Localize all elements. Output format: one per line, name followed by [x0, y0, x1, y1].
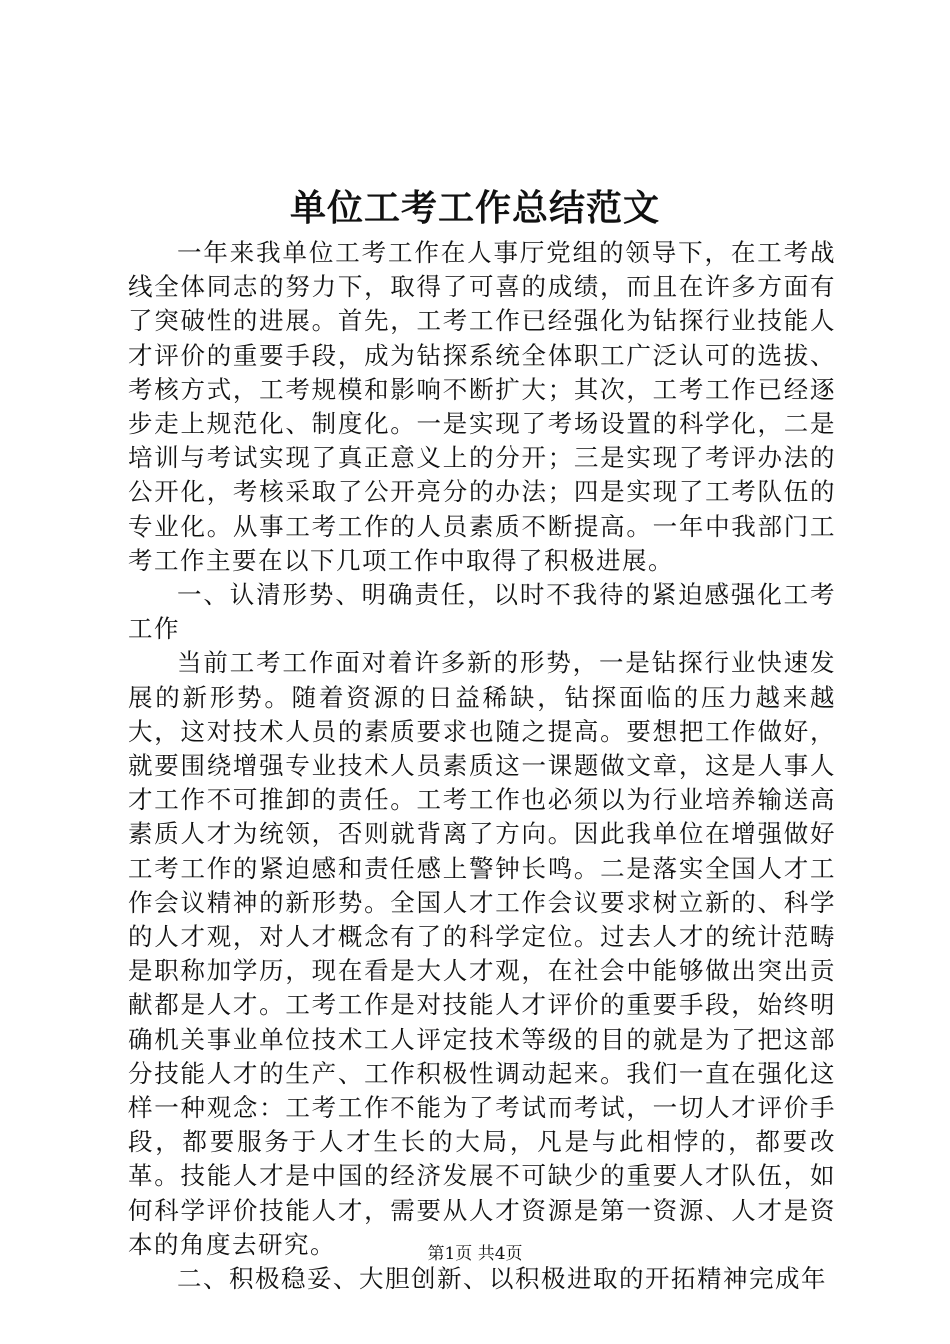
section-heading-1: 一、认清形势、明确责任，以时不我待的紧迫感强化工考工作 [128, 580, 836, 644]
paragraph-intro: 一年来我单位工考工作在人事厅党组的领导下，在工考战线全体同志的努力下，取得了可喜的成绩，而且在许多方面有了突破性的进展。首先，工考工作已经强化为钻探行业技能人才评价的重要手段，成为钻探系统全体职工广泛认可的选拔、考核方式，工考规模和影响不断扩大；其次，工考工作已经逐步走上规范化、制度化。一是实现了考场设置的科学化，二是培训与考试实现了真正意义上的分开；三是实现了考评办法的公开化，考核采取了公开亮分的办法；四是实现了工考队伍的专业化。从事工考工作的人员素质不断提高。一年中我部门工考工作主要在以下几项工作中取得了积极进展。 [128, 238, 836, 575]
document-title: 单位工考工作总结范文 [289, 187, 660, 229]
section-heading-2: 二、积极稳妥、大胆创新、以积极进取的开拓精神完成年 [177, 1264, 827, 1294]
document-body [128, 236, 836, 1296]
page-number-footer: 第1页 共4页 [427, 1244, 523, 1264]
paragraph-section-1: 当前工考工作面对着许多新的形势，一是钻探行业快速发展的新形势。随着资源的日益稀缺，钻探面临的压力越来越大，这对技术人员的素质要求也随之提高。要想把工作做好，就要围绕增强专业技术人员素质这一课题做文章，这是人事人才工作不可推卸的责任。工考工作也必须以为行业培养输送高素质人才为统领，否则就背离了方向。因此我单位在增强做好工考工作的紧迫感和责任感上警钟长鸣。二是落实全国人才工作会议精神的新形势。全国人才工作会议要求树立新的、科学的人才观，对人才概念有了的科学定位。过去人才的统计范畴是职称加学历，现在看是大人才观，在社会中能够做出突出贡献都是人才。工考工作是对技能人才评价的重要手段，始终明确机关事业单位技术工人评定技术等级的目的就是为了把这部分技能人才的生产、工作积极性调动起来。我们一直在强化这样一种观念：工考工作不能为了考试而考试，一切人才评价手段，都要服务于人才生长的大局，凡是与此相悖的，都要改革。技能人才是中国的经济发展不可缺少的重要人才队伍，如何科学评价技能人才，需要从人才资源是第一资源、人才是资本的角度去研究。 [128, 648, 836, 1259]
